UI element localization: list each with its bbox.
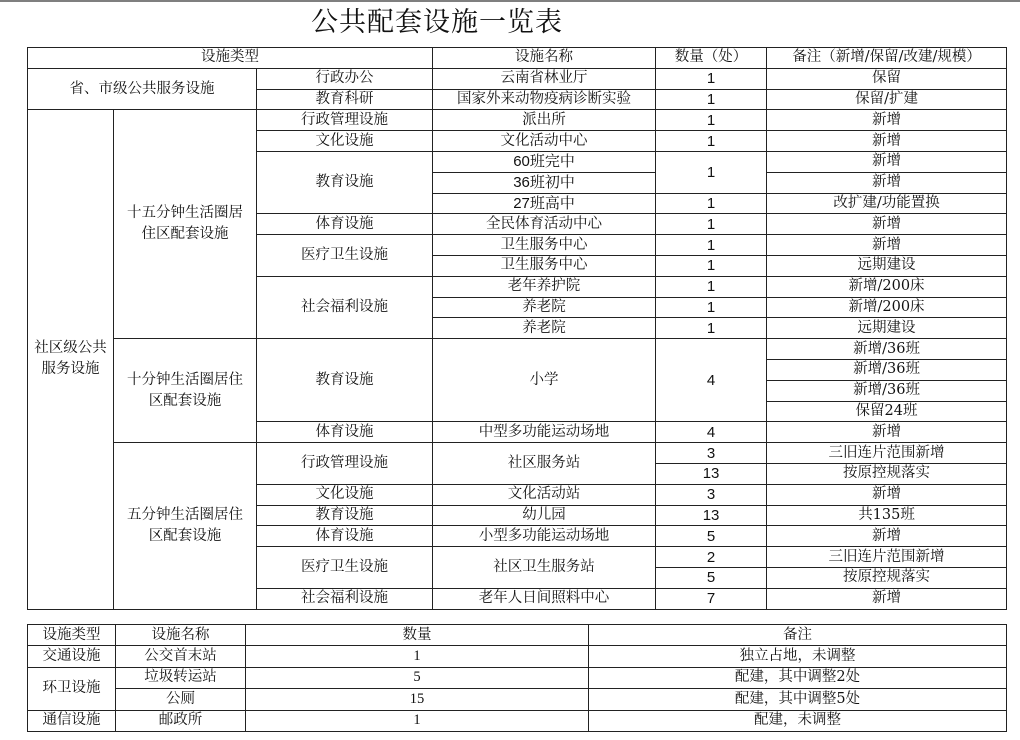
facility-note: 独立占地，未调整 [589,646,1007,667]
facility-note: 新增 [767,131,1007,152]
facility-name: 卫生服务中心 [433,255,656,276]
facility-count: 1 [656,151,767,193]
facility-name: 养老院 [433,318,656,339]
facility-name: 60班完中 [433,151,656,172]
facility-count: 5 [656,526,767,547]
sub-type: 文化设施 [257,484,433,505]
facility-note: 新增 [767,526,1007,547]
facility-note: 新增 [767,214,1007,235]
facility-count: 3 [656,443,767,464]
facility-note: 按原控规落实 [767,567,1007,588]
facility-note: 新增 [767,151,1007,172]
header-count: 数量 [246,625,589,646]
level-provincial: 省、市级公共服务设施 [28,68,257,110]
facility-type: 通信设施 [28,710,116,731]
facility-count: 5 [246,667,589,688]
header-type: 设施类型 [28,625,116,646]
facility-name: 幼儿园 [433,505,656,526]
facility-count: 5 [656,567,767,588]
facility-name: 老年人日间照料中心 [433,588,656,609]
facility-note: 保留24班 [767,401,1007,422]
facility-count: 1 [656,193,767,214]
facility-count: 13 [656,463,767,484]
facility-name: 邮政所 [116,710,246,731]
facility-name: 中型多功能运动场地 [433,422,656,443]
header-name: 设施名称 [433,48,656,69]
facility-note: 新增 [767,172,1007,193]
facility-note: 配建，其中调整5处 [589,689,1007,710]
facility-count: 1 [656,68,767,89]
facility-name: 老年养护院 [433,276,656,297]
facility-note: 三旧连片范围新增 [767,547,1007,568]
table-row [28,110,1007,131]
table-row [28,667,1007,688]
facility-name: 卫生服务中心 [433,235,656,256]
facility-note: 按原控规落实 [767,463,1007,484]
facility-name: 27班高中 [433,193,656,214]
facility-note: 保留/扩建 [767,89,1007,110]
facility-count: 1 [246,646,589,667]
facility-name: 垃圾转运站 [116,667,246,688]
page-title: 公共配套设施一览表 [311,7,563,38]
header-note: 备注 [589,625,1007,646]
facility-count: 1 [656,318,767,339]
facility-count: 4 [656,339,767,422]
facility-name: 社区服务站 [433,443,656,485]
table-row [28,646,1007,667]
facility-count: 3 [656,484,767,505]
facility-name: 公厕 [116,689,246,710]
facility-note: 配建，其中调整2处 [589,667,1007,688]
sub-type: 行政管理设施 [257,110,433,131]
facility-count: 1 [656,89,767,110]
facility-note: 新增 [767,588,1007,609]
infrastructure-table [27,624,1007,732]
facility-count: 4 [656,422,767,443]
sub-type: 体育设施 [257,422,433,443]
header-type: 设施类型 [28,48,433,69]
facility-count: 1 [656,214,767,235]
facility-note: 新增/36班 [767,359,1007,380]
table-row [28,689,1007,710]
facility-count: 1 [656,297,767,318]
sub-type: 体育设施 [257,214,433,235]
facility-count: 1 [246,710,589,731]
sub-type: 教育设施 [257,151,433,213]
sub-type: 行政办公 [257,68,433,89]
sub-type: 行政管理设施 [257,443,433,485]
facility-note: 新增/200床 [767,297,1007,318]
facility-count: 1 [656,255,767,276]
level-10min: 十分钟生活圈居住区配套设施 [114,339,257,443]
level-5min: 五分钟生活圈居住区配套设施 [114,443,257,609]
facility-name: 36班初中 [433,172,656,193]
table-row [28,339,1007,360]
sub-type: 医疗卫生设施 [257,547,433,589]
table-header-row [28,625,1007,646]
facility-name: 派出所 [433,110,656,131]
facility-note: 新增 [767,422,1007,443]
facility-name: 国家外来动物疫病诊断实验 [433,89,656,110]
facility-name: 云南省林业厅 [433,68,656,89]
public-facilities-table [27,47,1007,610]
facility-name: 文化活动中心 [433,131,656,152]
facility-type: 环卫设施 [28,667,116,710]
facility-count: 1 [656,110,767,131]
facility-note: 共135班 [767,505,1007,526]
facility-note: 新增 [767,484,1007,505]
facility-count: 1 [656,235,767,256]
facility-note: 改扩建/功能置换 [767,193,1007,214]
sub-type: 社会福利设施 [257,276,433,338]
facility-note: 新增 [767,235,1007,256]
facility-name: 公交首末站 [116,646,246,667]
facility-note: 新增/36班 [767,380,1007,401]
table-row [28,68,1007,89]
facility-note: 三旧连片范围新增 [767,443,1007,464]
facility-name: 小学 [433,339,656,422]
facility-note: 远期建设 [767,318,1007,339]
table-header-row [28,48,1007,69]
sub-type: 社会福利设施 [257,588,433,609]
facility-count: 1 [656,131,767,152]
facility-count: 7 [656,588,767,609]
facility-note: 远期建设 [767,255,1007,276]
facility-note: 配建，未调整 [589,710,1007,731]
facility-count: 2 [656,547,767,568]
header-count: 数量（处） [656,48,767,69]
sub-type: 医疗卫生设施 [257,235,433,277]
facility-name: 全民体育活动中心 [433,214,656,235]
header-note: 备注（新增/保留/改建/规模） [767,48,1007,69]
facility-count: 15 [246,689,589,710]
facility-type: 交通设施 [28,646,116,667]
facility-note: 新增/200床 [767,276,1007,297]
facility-name: 小型多功能运动场地 [433,526,656,547]
facility-count: 13 [656,505,767,526]
facility-name: 文化活动站 [433,484,656,505]
facility-name: 养老院 [433,297,656,318]
sub-type: 文化设施 [257,131,433,152]
facility-note: 保留 [767,68,1007,89]
sub-type: 体育设施 [257,526,433,547]
sub-type: 教育设施 [257,505,433,526]
table-row [28,443,1007,464]
header-name: 设施名称 [116,625,246,646]
facility-count: 1 [656,276,767,297]
level-community: 社区级公共服务设施 [28,110,114,609]
facility-note: 新增/36班 [767,339,1007,360]
table-row [28,710,1007,731]
top-rule [0,0,1020,2]
sub-type: 教育设施 [257,339,433,422]
facility-note: 新增 [767,110,1007,131]
level-15min: 十五分钟生活圈居住区配套设施 [114,110,257,339]
facility-name: 社区卫生服务站 [433,547,656,589]
sub-type: 教育科研 [257,89,433,110]
